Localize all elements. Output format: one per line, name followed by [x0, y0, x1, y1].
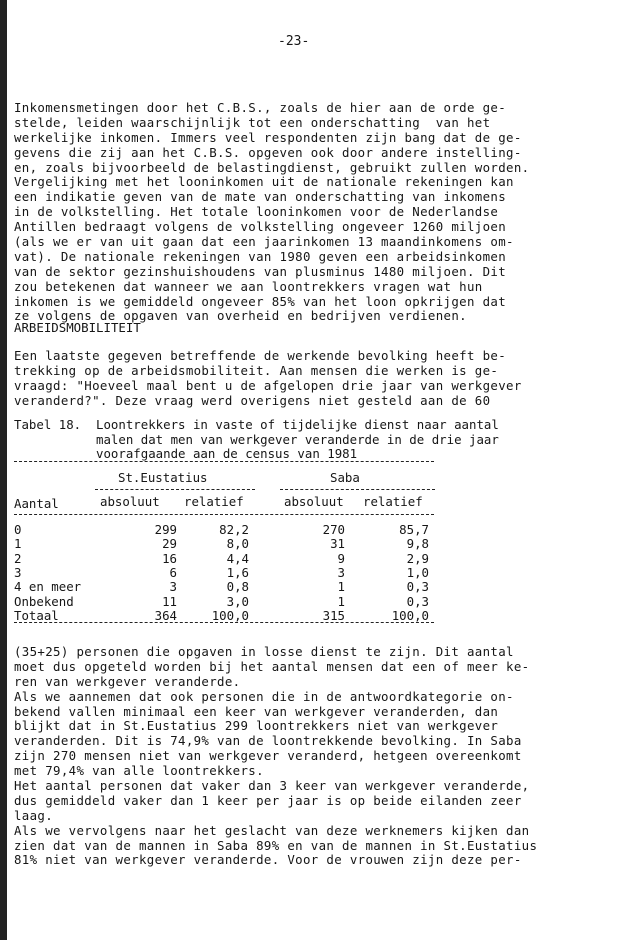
table-cell: 0,8: [226, 579, 249, 595]
text-line: ze volgens de opgaven van overheid en bedrijven verdienen.: [14, 308, 467, 324]
table-cell: 0,3: [406, 579, 429, 595]
table-cell: 29: [162, 536, 177, 552]
text-line: in de volkstelling. Het totale looninkomen voor de Nederlandse: [14, 204, 499, 220]
text-line: gevens die zij aan het C.B.S. opgeven ook door andere instelling-: [14, 144, 522, 160]
page-binding-edge: [0, 0, 7, 940]
table-cell: 299: [154, 522, 177, 537]
table-cell: 82,2: [219, 522, 249, 537]
table-top-rule: [14, 461, 434, 462]
table-cell: 270: [322, 522, 345, 537]
text-line: bekend vallen minimaal een keer van werkgever veranderden, dan: [14, 703, 499, 719]
group-rule-saba: [280, 489, 435, 490]
text-line: van de sektor gezinshuishoudens van plusminus 1480 miljoen. Dit: [14, 263, 507, 279]
text-line: (35+25) personen die opgaven in losse dienst te zijn. Dit aantal: [14, 644, 514, 659]
text-line: zou betekenen dat wanneer we aan loontrekkers vragen wat hun: [14, 278, 483, 294]
row-label: 4 en meer: [14, 579, 82, 595]
caption-line: voorafgaande aan de census van 1981: [96, 446, 358, 462]
text-line: (als we er van uit gaan dat een jaarinkomen 13 maandinkomens om-: [14, 234, 514, 250]
table-cell: 315: [322, 607, 345, 623]
text-line: werkelijke inkomen. Immers veel respondenten zijn bang dat de ge-: [14, 129, 522, 145]
table-cell: 2,9: [406, 550, 429, 566]
text-line: een indikatie geven van de mate van onderschatting van inkomens: [14, 189, 507, 205]
text-line: met 79,4% van alle loontrekkers.: [14, 763, 264, 779]
row-label: 3: [14, 564, 22, 580]
table-cell: 9,8: [406, 536, 429, 552]
text-line: laag.: [14, 807, 54, 823]
page-number: -23-: [278, 34, 310, 49]
table-cell: 31: [330, 536, 345, 552]
text-line: moet dus opgeteld worden bij het aantal mensen dat een of meer ke-: [14, 658, 530, 674]
table-label: Tabel 18.: [14, 417, 82, 432]
table-cell: 1,0: [406, 564, 429, 580]
table-bottom-rule: [14, 622, 434, 623]
table-cell: 8,0: [226, 536, 249, 552]
paragraph-labour-mobility: [14, 349, 594, 409]
group-header-saba: Saba: [330, 470, 360, 485]
row-label: Onbekend: [14, 593, 74, 609]
text-line: en, zoals bijvoorbeeld de belastingdienst, gebruikt zullen worden.: [14, 159, 530, 175]
section-heading: ARBEIDSMOBILITEIT: [14, 320, 141, 335]
table-cell: 11: [162, 593, 177, 609]
table-cell: 3: [337, 564, 345, 580]
table-cell: 3,0: [226, 593, 249, 609]
text-line: blijkt dat in St.Eustatius 299 loontrekkers niet van werkgever: [14, 718, 499, 734]
group-header-st-eustatius: St.Eustatius: [118, 470, 208, 485]
text-line: Een laatste gegeven betreffende de werkende bevolking heeft be-: [14, 348, 507, 363]
paragraph-income-measurement: [14, 101, 594, 324]
row-label: 0: [14, 522, 22, 537]
text-line: Als we vervolgens naar het geslacht van deze werknemers kijken dan: [14, 822, 530, 838]
table-cell: 0,3: [406, 593, 429, 609]
row-header: Aantal: [14, 496, 59, 511]
text-line: vat). De nationale rekeningen van 1980 geven een arbeidsinkomen: [14, 248, 507, 264]
text-line: veranderd?". Deze vraag werd overigens niet gesteld aan de 60: [14, 392, 491, 408]
table-cell: 6: [169, 564, 177, 580]
table-cell: 1: [337, 593, 345, 609]
row-label: 1: [14, 536, 22, 552]
text-line: 81% niet van werkgever veranderde. Voor de vrouwen zijn deze per-: [14, 852, 522, 868]
text-line: vraagd: "Hoeveel maal bent u de afgelopen drie jaar van werkgever: [14, 377, 522, 393]
paragraph-mobility-results: [14, 645, 594, 868]
caption-line: malen dat men van werkgever veranderde in de drie jaar: [96, 431, 499, 447]
table-cell: 1: [337, 579, 345, 595]
row-label: 2: [14, 550, 22, 566]
table-cell: 100,0: [211, 607, 249, 623]
caption-line: Loontrekkers in vaste of tijdelijke dienst naar aantal: [96, 417, 499, 432]
text-line: inkomen is we gemiddeld ongeveer 85% van het loon opkrijgen dat: [14, 293, 507, 309]
row-label: Totaal: [14, 607, 59, 623]
text-line: Antillen bedraagt volgens de volkstelling ongeveer 1260 miljoen: [14, 219, 507, 235]
table-cell: 100,0: [391, 607, 429, 623]
table-cell: 9: [337, 550, 345, 566]
text-line: Vergelijking met het looninkomen uit de nationale rekeningen kan: [14, 174, 514, 190]
text-line: zien dat van de mannen in Saba 89% en van de mannen in St.Eustatius: [14, 837, 538, 853]
col-header-relatief: relatief: [363, 494, 423, 509]
table-cell: 1,6: [226, 564, 249, 580]
table-cell: 3: [169, 579, 177, 595]
table-cell: 85,7: [399, 522, 429, 537]
text-line: stelde, leiden waarschijnlijk tot een onderschatting van het: [14, 114, 491, 130]
text-line: Het aantal personen dat vaker dan 3 keer van werkgever veranderde,: [14, 778, 530, 794]
col-header-absoluut: absoluut: [284, 494, 344, 509]
text-line: dus gemiddeld vaker dan 1 keer per jaar is op beide eilanden zeer: [14, 792, 522, 808]
text-line: Als we aannemen dat ook personen die in de antwoordkategorie on-: [14, 688, 514, 704]
table-header-rule: [14, 514, 434, 515]
text-line: trekking op de arbeidsmobiliteit. Aan mensen die werken is ge-: [14, 362, 499, 378]
table-cell: 16: [162, 550, 177, 566]
text-line: ren van werkgever veranderde.: [14, 673, 241, 689]
col-header-absoluut: absoluut: [100, 494, 160, 509]
text-line: Inkomensmetingen door het C.B.S., zoals de hier aan de orde ge-: [14, 100, 507, 115]
table-cell: 364: [154, 607, 177, 623]
text-line: veranderden. Dit is 74,9% van de loontrekkende bevolking. In Saba: [14, 733, 522, 749]
table-cell: 4,4: [226, 550, 249, 566]
group-rule-st-eustatius: [95, 489, 255, 490]
col-header-relatief: relatief: [184, 494, 244, 509]
text-line: zijn 270 mensen niet van werkgever veranderd, hetgeen overeenkomt: [14, 748, 522, 764]
